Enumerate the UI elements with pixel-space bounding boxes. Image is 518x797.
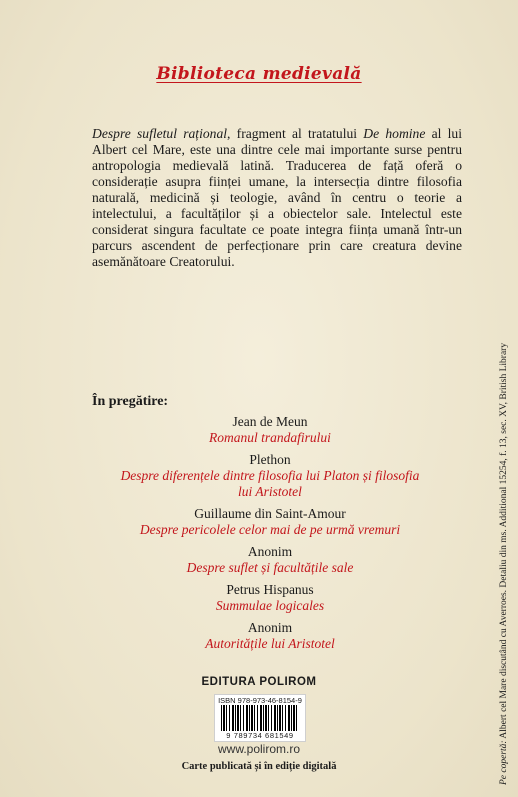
- book-author: Plethon: [249, 452, 291, 467]
- isbn-barcode: [214, 694, 306, 742]
- book-title: Despre diferențele dintre filosofia lui Platon și filosofia lui Aristotel: [120, 468, 420, 499]
- upcoming-books-list: [120, 414, 420, 658]
- book-author: Anonim: [247, 544, 293, 559]
- book-author: Jean de Meun: [232, 414, 308, 429]
- book-title: Despre suflet și facultățile sale: [186, 560, 354, 575]
- upcoming-book: [120, 582, 420, 614]
- isbn-number: ISBN 978-973-46-8154-9: [218, 696, 302, 705]
- digital-edition-note: Carte publicată și în ediție digitală: [181, 761, 337, 772]
- book-title: Despre pericolele celor mai de pe urmă vremuri: [139, 522, 401, 537]
- upcoming-book: [120, 452, 420, 500]
- blurb-work-title: De homine: [363, 126, 426, 141]
- book-author: Guillaume din Saint-Amour: [194, 506, 346, 521]
- book-author: Anonim: [247, 620, 293, 635]
- book-author: Petrus Hispanus: [226, 582, 314, 597]
- cover-image-credit: [498, 225, 510, 785]
- cover-credit-text: Albert cel Mare discutând cu Averroes. Detaliu din ms. Additional 15254, f. 13, sec. XV, British Library: [499, 342, 509, 741]
- blurb-text-1: , fragment al tratatului: [227, 126, 364, 141]
- book-description: [92, 126, 462, 270]
- barcode-digits: 9 789734 681549: [226, 731, 294, 740]
- upcoming-book: [120, 506, 420, 538]
- barcode-icon: [221, 705, 299, 731]
- cover-credit-label: Pe copertă:: [499, 740, 509, 785]
- publisher-name: EDITURA POLIROM: [201, 676, 317, 688]
- blurb-title: Despre sufletul rațional: [92, 126, 228, 141]
- publisher-website: www.polirom.ro: [217, 742, 301, 756]
- upcoming-book: [120, 544, 420, 576]
- blurb-text-2: al lui Albert cel Mare, este una dintre cele mai importante surse pentru antropologia medievală latină. Traducerea de față oferă o considerație asupra ființei umane, la intersecția dintre filosofia naturală, medicină și teologie, având în centru o teorie a intelectului, a facultăților și a obiectelor sale. Intelectul este considerat singura facultate ce poate integra ființa umană într-un parcurs ascendent de perfecționare prin care creatura devine asemănătoare Creatorului.: [92, 126, 462, 269]
- upcoming-book: [120, 414, 420, 446]
- book-title: Autoritățile lui Aristotel: [205, 636, 335, 651]
- series-title: Biblioteca medievală: [156, 64, 362, 84]
- upcoming-book: [120, 620, 420, 652]
- book-title: Romanul trandafirului: [209, 430, 331, 445]
- in-preparation-heading: În pregătire:: [92, 394, 169, 409]
- book-title: Summulae logicales: [215, 598, 325, 613]
